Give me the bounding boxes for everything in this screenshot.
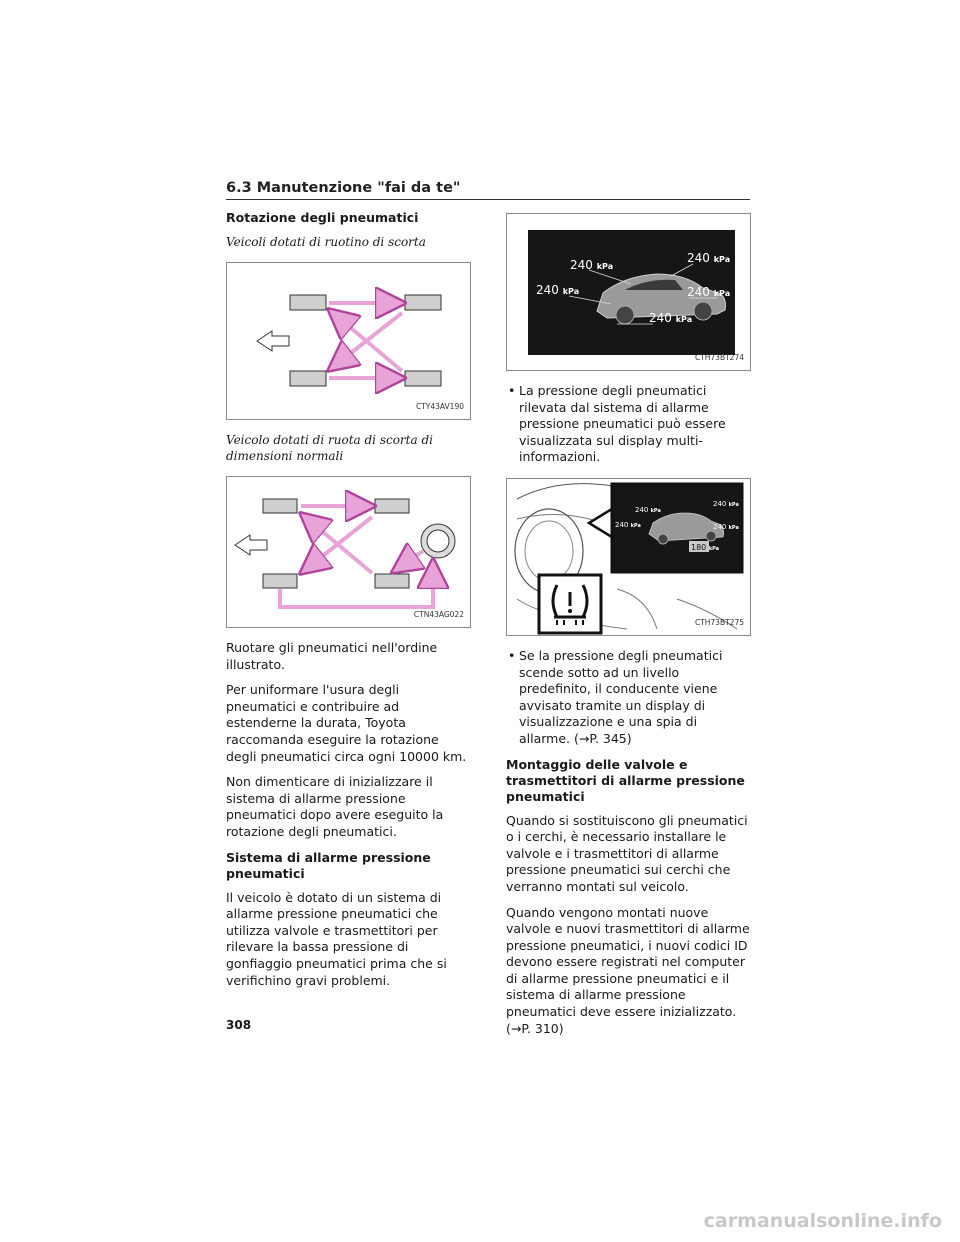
subtitle-compact-spare: Veicoli dotati di ruotino di scorta xyxy=(226,235,426,249)
svg-text:240 kPa: 240 kPa xyxy=(635,505,661,514)
tire-pressure-value: 240 xyxy=(713,499,727,508)
tire-pressure-value: 240 xyxy=(649,311,672,325)
section-header: 6.3 Manutenzione "fai da te" xyxy=(226,180,461,196)
watermark: carmanualsonline.info xyxy=(703,1210,942,1232)
tire-pressure-value: 240 xyxy=(687,285,710,299)
tire-pressure-value: 240 xyxy=(536,283,559,297)
direction-arrow-icon xyxy=(257,331,289,351)
tpms-warning-image xyxy=(507,479,751,635)
figure-tpms-warning xyxy=(506,478,751,636)
tire-rear-right xyxy=(405,371,441,386)
left-column xyxy=(226,210,471,998)
svg-text:240 kPa: 240 kPa xyxy=(570,258,614,272)
svg-text:240 kPa: 240 kPa xyxy=(713,522,739,531)
tire-rear-left xyxy=(290,371,326,386)
tire-front-left xyxy=(290,295,326,310)
figure-code: CTY43AV190 xyxy=(415,402,464,412)
paragraph: Quando si sostituiscono gli pneumatici o i cerchi, è necessario installare le valvole e i trasmettitori di allarme pressione pneumatici sui cerchi che verranno montati sul veicolo. xyxy=(506,812,748,894)
tire-pressure-value-low: 180 xyxy=(691,542,707,552)
figure-code: CTN43AG022 xyxy=(413,610,464,620)
rotation-diagram-4 xyxy=(227,263,471,419)
tire-front-right xyxy=(405,295,441,310)
paragraph: Per uniformare l'usura degli pneumatici e contribuire ad estenderne la durata, Toyota raccomanda eseguire la rotazione degli pneumatici circa ogni 10000 km. xyxy=(226,682,467,764)
figure-code: CTH73BT275 xyxy=(694,618,744,628)
svg-text:180 kPa: 180 kPa xyxy=(691,542,720,552)
bullet-item: • Se la pressione degli pneumatici scende sotto ad un livello predefinito, il conducente viene avvisato tramite un display di visualizzazione e una spia di allarme. (→P. 345) xyxy=(508,647,723,746)
figure-rotation-full-spare xyxy=(226,476,471,628)
direction-arrow-icon xyxy=(235,535,267,555)
tire-pressure-value: 240 xyxy=(615,520,629,529)
heading-tpms: Sistema di allarme pressione pneumatici xyxy=(226,849,431,881)
heading-tire-rotation: Rotazione degli pneumatici xyxy=(226,210,419,225)
svg-text:240 kPa: 240 kPa xyxy=(615,520,641,529)
tire-front-left xyxy=(263,499,297,513)
svg-text:240 kPa: 240 kPa xyxy=(687,251,731,265)
tire-pressure-value: 240 xyxy=(570,258,593,272)
page-number: 308 xyxy=(226,1018,252,1032)
tpms-display-image xyxy=(507,214,751,370)
heading-valve-install: Montaggio delle valvole e trasmettitori di allarme pressione pneumatici xyxy=(506,756,745,804)
subtitle-full-spare: Veicolo dotati di ruota di scorta di dimensioni normali xyxy=(226,433,433,463)
tire-pressure-value: 240 xyxy=(687,251,710,265)
svg-text:240 kPa: 240 kPa xyxy=(649,311,693,325)
paragraph: Ruotare gli pneumatici nell'ordine illustrato. xyxy=(226,640,438,672)
tire-rear-left xyxy=(263,574,297,588)
tire-front-right xyxy=(375,499,409,513)
rotation-diagram-5 xyxy=(227,477,471,627)
section-rule xyxy=(226,199,750,200)
paragraph: Quando vengono montati nuove valvole e nuovi trasmettitori di allarme pressione pneumatici, i nuovi codici ID devono essere registrati nel computer di allarme pressione pneumatici e il sistema di allarme pressione pneumatici deve essere inizializzato. (→P. 310) xyxy=(506,904,750,1036)
paragraph: Il veicolo è dotato di un sistema di allarme pressione pneumatici che utilizza valvole e trasmettitori per rilevare la bassa pressione di gonfiaggio pneumatici prima che si verifichino gravi problemi. xyxy=(226,889,447,988)
svg-text:240 kPa: 240 kPa xyxy=(687,285,731,299)
tire-rear-right xyxy=(375,574,409,588)
svg-text:240 kPa: 240 kPa xyxy=(536,283,580,297)
figure-tpms-display xyxy=(506,213,751,371)
svg-text:240 kPa: 240 kPa xyxy=(713,499,739,508)
bullet-item: • La pressione degli pneumatici rilevata dal sistema di allarme pressione pneumatici può essere visualizzata sul display multi-informazioni. xyxy=(508,383,726,465)
tire-pressure-value: 240 xyxy=(713,522,727,531)
tire-pressure-value: 240 xyxy=(635,505,649,514)
right-column xyxy=(506,213,751,1046)
figure-rotation-compact-spare xyxy=(226,262,471,420)
figure-code: CTH73BT274 xyxy=(694,353,744,363)
paragraph: Non dimenticare di inizializzare il sistema di allarme pressione pneumatici dopo avere eseguito la rotazione degli pneumatici. xyxy=(226,774,444,839)
